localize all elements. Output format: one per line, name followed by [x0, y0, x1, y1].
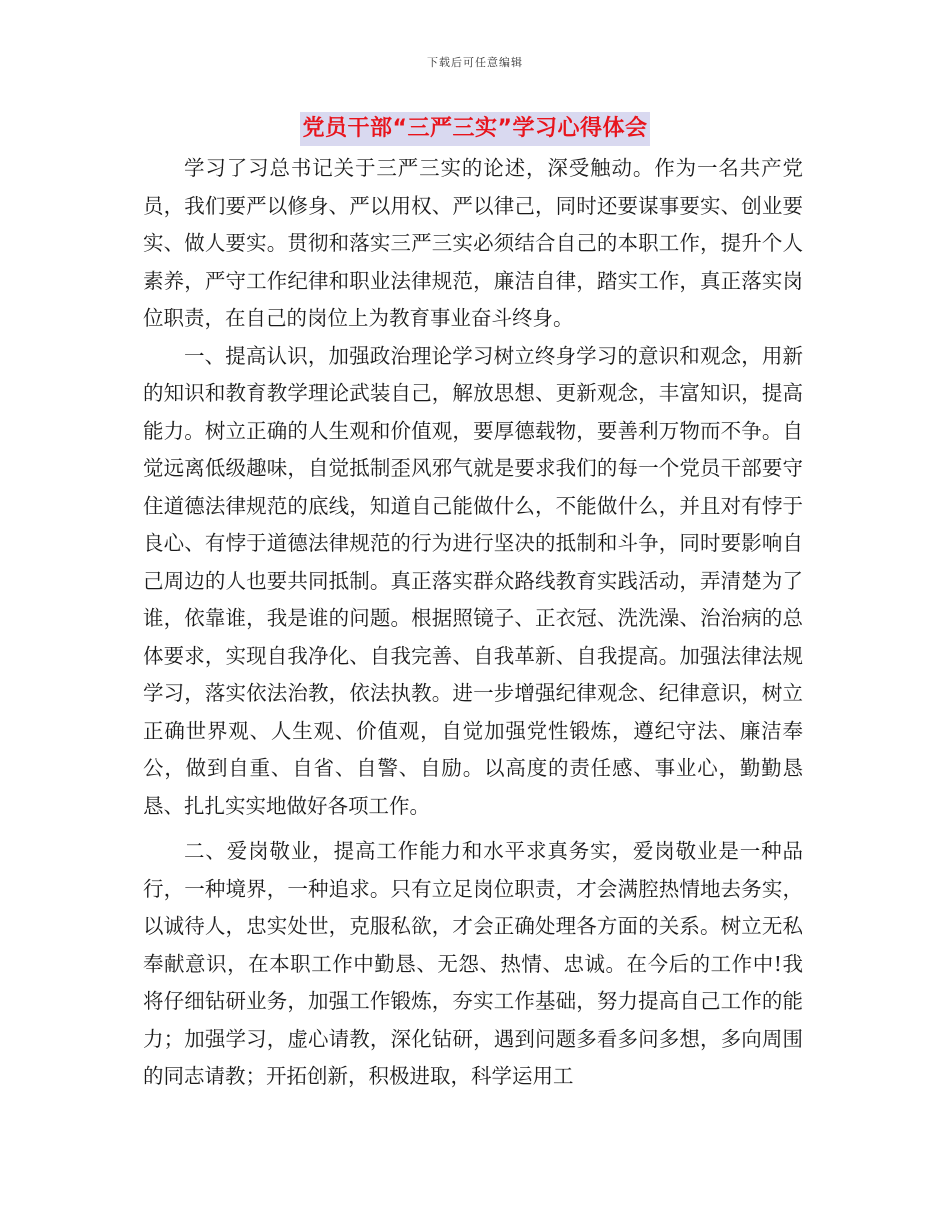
paragraph-section-two: 二、爱岗敬业，提高工作能力和水平求真务实，爱岗敬业是一种品行，一种境界，一种追求。只有立足岗位职责，才会满腔热情地去务实，以诚待人，忠实处世，克服私欲，才会正确处理各方面的关系。树立无私奉献意识，在本职工作中勤恳、无怨、热情、忠诚。在今后的工作中!我将仔细钻研业务，加强工作锻炼，夯实工作基础，努力提高自己工作的能力；加强学习，虚心请教，深化钻研，遇到问题多看多问多想，多向周围的同志请教；开拓创新，积极进取，科学运用工 — [143, 839, 803, 1088]
paragraph-section-one: 一、提高认识，加强政治理论学习树立终身学习的意识和观念，用新的知识和教育教学理论武装自己，解放思想、更新观念，丰富知识，提高能力。树立正确的人生观和价值观，要厚德载物，要善利万物而不争。自觉远离低级趣味，自觉抵制歪风邪气就是要求我们的每一个党员干部要守住道德法律规范的底线，知道自己能做什么，不能做什么，并且对有悖于良心、有悖于道德法律规范的行为进行坚决的抵制和斗争，同时要影响自己周边的人也要共同抵制。真正落实群众路线教育实践活动，弄清楚为了谁，依靠谁，我是谁的问题。根据照镜子、正衣冠、洗洗澡、治治病的总体要求，实现自我净化、自我完善、自我革新、自我提高。加强法律法规学习，落实依法治教，依法执教。进一步增强纪律观念、纪律意识，树立正确世界观、人生观、价值观，自觉加强党性锻炼，遵纪守法、廉洁奉公，做到自重、自省、自警、自励。以高度的责任感、事业心，勤勤恳恳、扎扎实实地做好各项工作。 — [143, 343, 803, 818]
header-note: 下载后可任意编辑 — [427, 56, 523, 69]
title-container — [0, 112, 950, 146]
document-title: 党员干部“三严三实”学习心得体会 — [300, 112, 651, 146]
document-body — [143, 150, 803, 1096]
paragraph-intro: 学习了习总书记关于三严三实的论述，深受触动。作为一名共产党员，我们要严以修身、严以用权、严以律己，同时还要谋事要实、创业要实、做人要实。贯彻和落实三严三实必须结合自己的本职工作，提升个人素养，严守工作纪律和职业法律规范，廉洁自律，踏实工作，真正落实岗位职责，在自己的岗位上为教育事业奋斗终身。 — [143, 156, 803, 330]
